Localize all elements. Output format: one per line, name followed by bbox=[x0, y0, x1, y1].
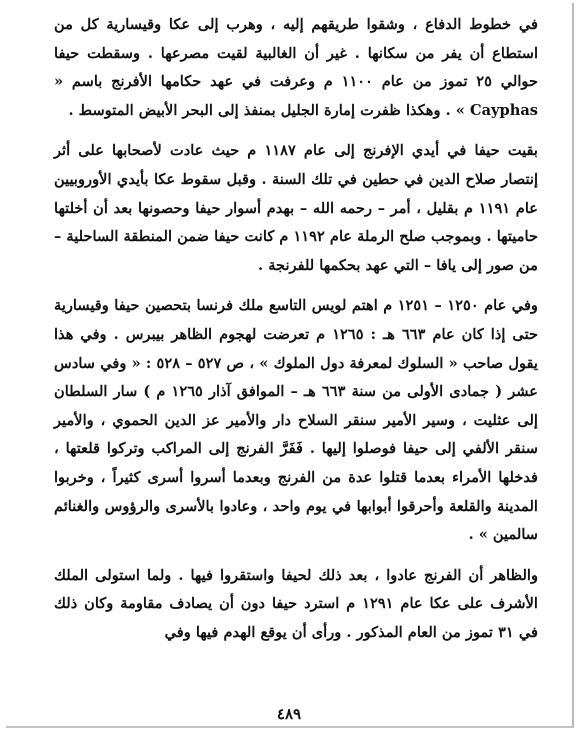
book-page bbox=[6, 3, 574, 728]
paragraph-ashraf-recapture: والظاهر أن الفرنج عادوا ، بعد ذلك لحيفا واستقروا فيها . ولما استولى الملك الأشرف على عكا عام ١٢٩١ م استرد حيفا دون أن يصادف مقاومة وكان ذلك في ٣١ تموز من العام المذكور . ورأى أن يوقع الهدم فيها وفي bbox=[54, 566, 538, 641]
paragraph-baybars-attack: وفي عام ١٢٥٠ – ١٢٥١ م اهتم لويس التاسع ملك فرنسا بتحصين حيفا وقيسارية حتى إذا كان عام ٦٦٣ هـ : ١٢٦٥ م تعرضت لهجوم الظاهر بيبرس . وفي هذا يقول صاحب « السلوك لمعرفة دول الملوك » ، ص ٥٢٧ – ٥٢٨ : « وفي سادس عشر ( جمادى الأولى من سنة ٦٦٣ هـ – الموافق آذار ١٢٦٥ م ) سار السلطان إلى عثليت ، وسير الأمير سنقر السلاح دار والأمير عز الدين الحموي ، والأمير سنقر الألفي إلى حيفا فوصلوا إليها . فَفَرَّ الفرنج إلى المراكب وتركوا قلعتها ، فدخلها الأمراء بعدما قتلوا عدة من الفرنج وبعدما أسروا أسرى كثيراً ، وخربوا المدينة والقلعة وأحرقوا أبوابها في يوم واحد ، وعادوا بالأسرى والرؤوس والغنائم سالمين » . bbox=[54, 297, 539, 544]
page-body-text bbox=[54, 11, 538, 659]
paragraph-saladin-period: بقيت حيفا في أيدي الإفرنج إلى عام ١١٨٧ م حيث عادت لأصحابها على أثر إنتصار صلاح الدين في حطين في تلك السنة . وقبل سقوط عكا بأيدي الأوروبيين عام ١١٩١ م بقليل ، أمر – رحمه الله – بهدم أسوار حيفا وحصونها بعد أن أخلتها حاميتها . وبموجب صلح الرملة عام ١١٩٢ م كانت حيفا ضمن المنطقة الساحلية – من صور إلى يافا – التي عهد بحكمها للفرنجة . bbox=[54, 142, 538, 274]
page-number: ٤٨٩ bbox=[276, 705, 302, 723]
paragraph-haifa-conquest: في خطوط الدفاع ، وشقوا طريقهم إليه ، وهرب إلى عكا وقيسارية كل من استطاع أن يفر من سكانها . غير أن الغالبية لقيت مصرعها . وسقطت حيفا حوالي ٢٥ تموز من عام ١١٠٠ م وعرفت في عهد حكامها الأفرنج باسم « Cayphas » . وهكذا ظفرت إمارة الجليل بمنفذ إلى البحر الأبيض المتوسط . bbox=[54, 16, 538, 119]
